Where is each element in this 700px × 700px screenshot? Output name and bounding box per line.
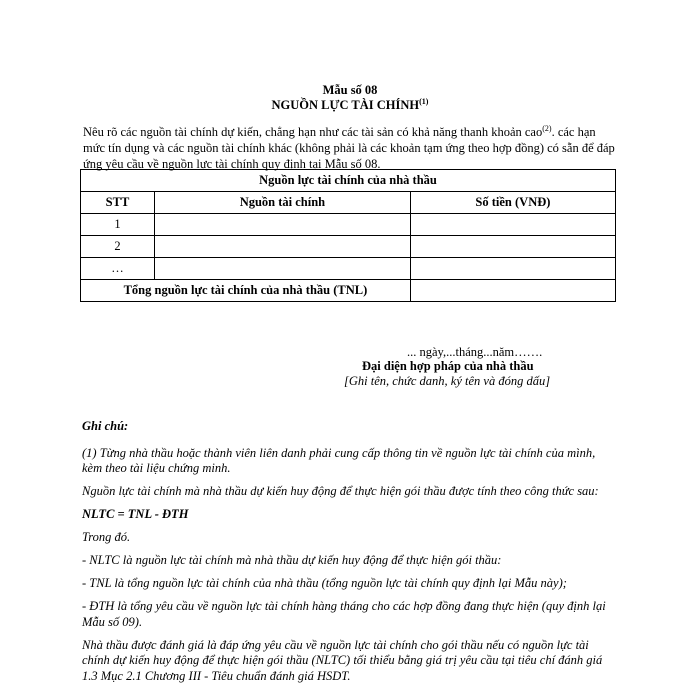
formula: NLTC = TNL - ĐTH	[82, 507, 189, 521]
column-header-stt: STT	[81, 192, 155, 214]
row-stt: 2	[81, 236, 155, 258]
row-amount-cell[interactable]	[410, 214, 615, 236]
row-stt: …	[81, 258, 155, 280]
signature-instruction: [Ghi tên, chức danh, ký tên và đóng dấu]	[344, 374, 551, 388]
definition-line: - NLTC là nguồn lực tài chính mà nhà thầu dự kiến huy động để thực hiện gói thầu:	[82, 553, 502, 567]
definition-line: - TNL là tổng nguồn lực tài chính của nhà thầu (tổng nguồn lực tài chính quy định lại Mẫu này);	[82, 576, 567, 590]
notes-heading: Ghi chú:	[82, 419, 129, 433]
table-total-row	[81, 280, 616, 302]
table-caption-row	[81, 170, 616, 192]
column-header-amount: Số tiền (VNĐ)	[410, 192, 615, 214]
title-text: NGUỒN LỰC TÀI CHÍNH	[271, 98, 420, 113]
row-source-cell[interactable]	[154, 236, 410, 258]
financial-resources-table	[80, 169, 616, 302]
definition-line: Trong đó.	[82, 530, 131, 544]
column-header-source: Nguồn tài chính	[154, 192, 410, 214]
intro-text-b: . các hạn mức tín dụng và các nguồn tài chính khác (không phải là các khoản tạm ứng theo hợp đồng) có sẵn để đáp ứng yêu cầu về nguồn lực tài chính quy định tại Mẫu số 08.	[83, 125, 615, 172]
total-amount-cell[interactable]	[410, 280, 615, 302]
intro-footnote-ref: (2)	[542, 124, 552, 133]
note-paragraph: (1) Từng nhà thầu hoặc thành viên liên danh phải cung cấp thông tin về nguồn lực tài chính của mình, kèm theo tài liệu chứng minh.	[82, 445, 596, 475]
definition-line: Nhà thầu được đánh giá là đáp ứng yêu cầu về nguồn lực tài chính cho gói thầu nếu có nguồn lực tài chính dự kiến huy động để thực hiện gói thầu (NLTC) tối thiểu bằng giá trị yêu cầu tại tiêu chí đánh giá 1.3 Mục 2.1 Chương III - Tiêu chuẩn đánh giá HSDT.	[82, 637, 603, 683]
row-amount-cell[interactable]	[410, 258, 615, 280]
table-row	[81, 258, 616, 280]
date-line: ... ngày,...tháng...năm…….	[407, 345, 543, 359]
note-paragraph: Nguồn lực tài chính mà nhà thầu dự kiến huy động để thực hiện gói thầu được tính theo công thức sau:	[82, 484, 599, 498]
row-source-cell[interactable]	[154, 258, 410, 280]
definition-line: - ĐTH là tổng yêu cầu về nguồn lực tài chính hàng tháng cho các hợp đồng đang thực hiện (quy định lại Mẫu số 09).	[82, 599, 606, 629]
legal-representative-label: Đại diện hợp pháp của nhà thầu	[362, 359, 534, 373]
form-number: Mẫu số 08	[322, 83, 378, 97]
table-row	[81, 214, 616, 236]
notes-section	[82, 419, 618, 692]
table-row	[81, 236, 616, 258]
table-caption: Nguồn lực tài chính của nhà thầu	[81, 170, 616, 192]
document-title	[0, 97, 700, 113]
row-amount-cell[interactable]	[410, 236, 615, 258]
table-header-row	[81, 192, 616, 214]
row-source-cell[interactable]	[154, 214, 410, 236]
row-stt: 1	[81, 214, 155, 236]
title-footnote-ref: (1)	[419, 97, 429, 106]
total-label: Tổng nguồn lực tài chính của nhà thầu (TNL)	[81, 280, 411, 302]
intro-paragraph	[83, 121, 615, 172]
intro-text-a: Nêu rõ các nguồn tài chính dự kiến, chẳng hạn như các tài sản có khả năng thanh khoản cao	[83, 125, 543, 140]
